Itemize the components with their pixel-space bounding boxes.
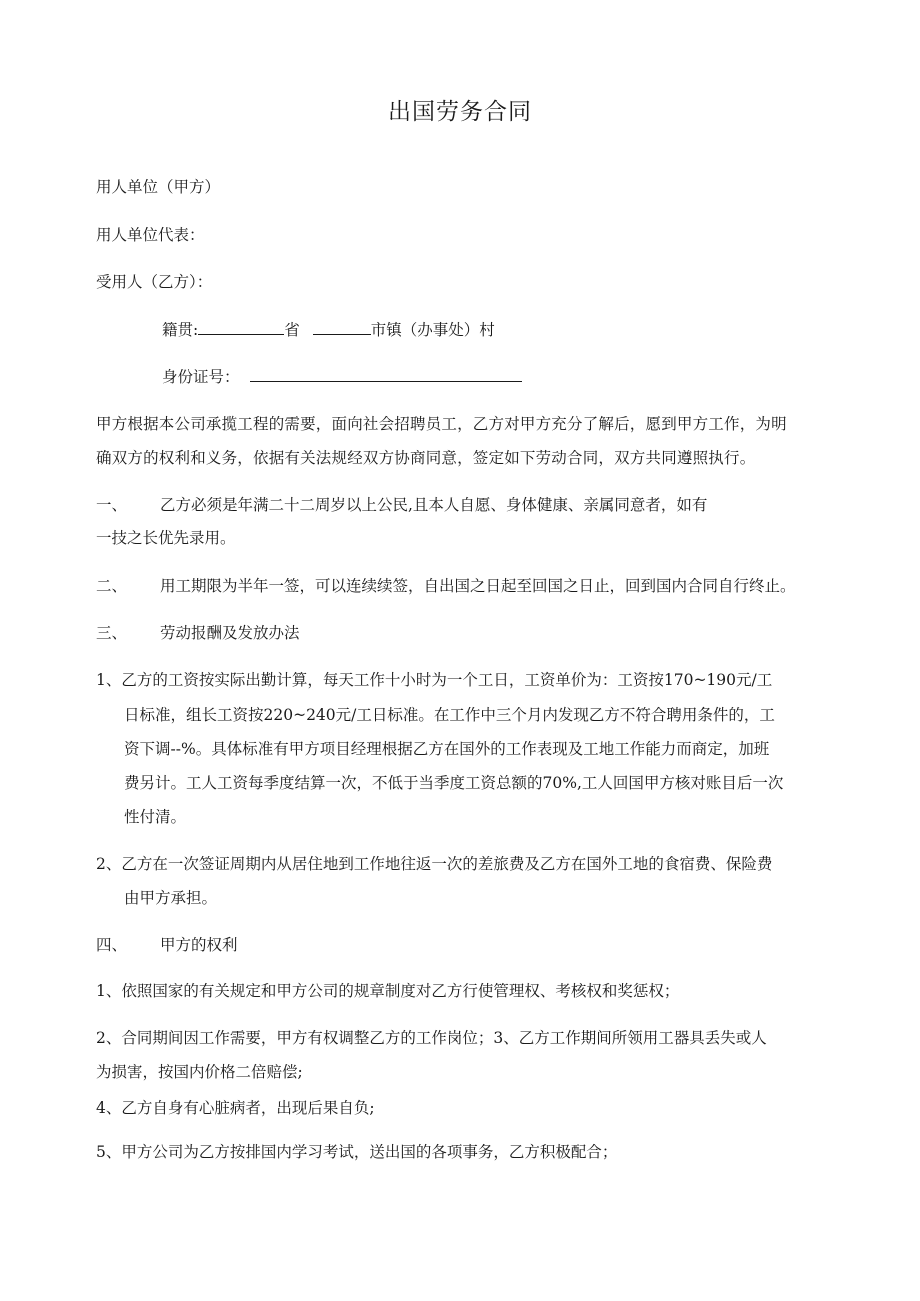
section-3-heading: 劳动报酬及发放办法 (160, 624, 300, 642)
id-line (162, 366, 522, 388)
section-2-num: 二、 (96, 577, 128, 595)
section-3-item-1-line-4: 费另计。工人工资每季度结算一次，不低于当季度工资总额的70%,工人回国甲方核对账目后一次 (124, 774, 784, 792)
employee-label: 受用人（乙方）： (96, 273, 213, 291)
employer-rep-label: 用人单位代表： (96, 226, 205, 244)
section-4-heading: 甲方的权利 (160, 936, 238, 954)
employer-label: 用人单位（甲方） (96, 178, 221, 196)
id-blank (250, 366, 522, 382)
section-4 (96, 934, 238, 956)
section-2-text: 用工期限为半年一签，可以连续续签，自出国之日起至回国之日止，回到国内合同自行终止。 (160, 577, 796, 595)
section-3-item-1-line-3: 资下调--%。具体标准有甲方项目经理根据乙方在国外的工作表现及工地工作能力而商定，加班 (124, 740, 770, 758)
section-3-item-1-line-1: 1、乙方的工资按实际出勤计算，每天工作十小时为一个工日，工资单价为：工资按170~190元/工 (96, 671, 773, 689)
section-1 (96, 494, 707, 516)
section-3-item-2-line-1: 2、乙方在一次签证周期内从居住地到工作地往返一次的差旅费及乙方在国外工地的食宿费、保险费 (96, 855, 773, 873)
city-blank (313, 319, 371, 335)
section-3 (96, 622, 300, 644)
section-4-item-4: 4、乙方自身有心脏病者，出现后果自负; (96, 1099, 375, 1117)
origin-label: 籍贯: (162, 321, 199, 339)
section-2 (96, 575, 796, 597)
section-3-item-1-line-2: 日标准，组长工资按220~240元/工日标准。在工作中三个月内发现乙方不符合聘用条件的，工 (124, 706, 775, 724)
section-3-item-2-line-2: 由甲方承担。 (124, 889, 218, 907)
section-1-num: 一、 (96, 496, 128, 514)
section-4-item-2-cont: 为损害，按国内价格二倍赔偿; (96, 1063, 303, 1081)
intro-line-2: 确双方的权利和义务，依据有关法规经双方协商同意，签定如下劳动合同，双方共同遵照执行。 (96, 449, 756, 467)
intro-line-1: 甲方根据本公司承揽工程的需要，面向社会招聘员工，乙方对甲方充分了解后，愿到甲方工作，为明 (96, 415, 787, 433)
section-1-line-2: 一技之长优先录用。 (96, 529, 236, 547)
section-4-item-1: 1、依照国家的有关规定和甲方公司的规章制度对乙方行使管理权、考核权和奖惩权； (96, 982, 680, 1000)
province-blank (198, 319, 284, 335)
section-4-item-5: 5、甲方公司为乙方按排国内学习考试，送出国的各项事务，乙方积极配合； (96, 1143, 618, 1161)
city-label: 市镇（办事处）村 (370, 321, 495, 339)
origin-line (162, 319, 495, 341)
section-3-item-1-line-5: 性付清。 (124, 808, 187, 826)
section-4-num: 四、 (96, 936, 128, 954)
section-1-line-1: 乙方必须是年满二十二周岁以上公民,且本人自愿、身体健康、亲属同意者，如有 (160, 496, 708, 514)
id-label: 身份证号： (162, 368, 240, 386)
page-title: 出国劳务合同 (388, 99, 532, 125)
province-label: 省 (284, 321, 300, 339)
section-3-num: 三、 (96, 624, 128, 642)
section-4-item-2: 2、合同期间因工作需要，甲方有权调整乙方的工作岗位；3、乙方工作期间所领用工器具丢失或人 (96, 1029, 767, 1047)
